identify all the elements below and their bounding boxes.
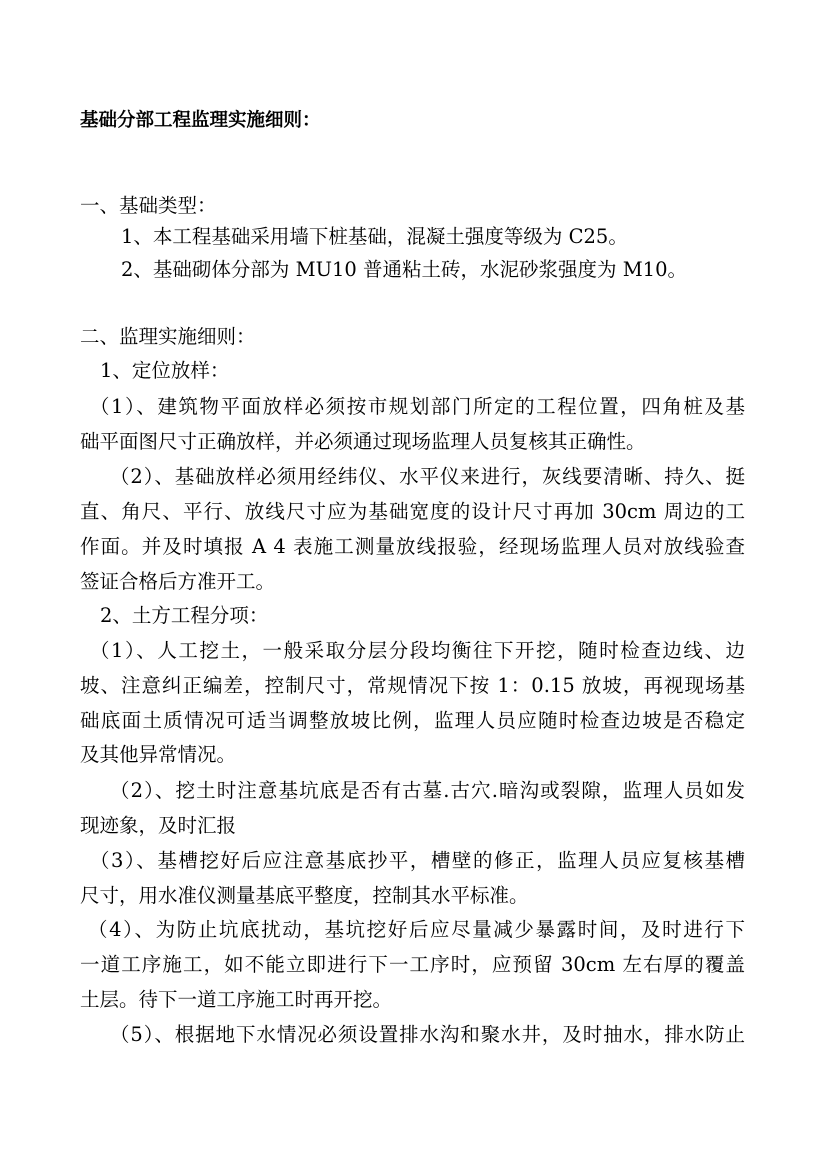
section-1-item-1: 1、本工程基础采用墙下桩基础，混凝土强度等级为 C25。 <box>121 225 628 248</box>
paragraph-line: 作面。并及时填报 A 4 表施工测量放线报验，经现场监理人员对放线验查 <box>80 535 745 558</box>
section-1-item-2: 2、基础砌体分部为 MU10 普通粘土砖，水泥砂浆强度为 M10。 <box>121 258 687 281</box>
paragraph-line: （3）、基槽挖好后应注意基底抄平，槽壁的修正，监理人员应复核基槽 <box>90 849 745 872</box>
paragraph-line: 签证合格后方准开工。 <box>80 570 276 593</box>
paragraph-line: （4）、为防止坑底扰动，基坑挖好后应尽量减少暴露时间，及时进行下 <box>88 918 745 941</box>
paragraph-line: 础底面土质情况可适当调整放坡比例，监理人员应随时检查边坡是否稳定 <box>80 709 745 732</box>
subsection-1-heading: 1、定位放样： <box>100 359 230 382</box>
document-title: 基础分部工程监理实施细则： <box>80 110 321 131</box>
paragraph-line: （1）、人工挖土，一般采取分层分段均衡往下开挖，随时检查边线、边 <box>90 639 745 662</box>
paragraph-line: （1）、建筑物平面放样必须按市规划部门所定的工程位置，四角桩及基 <box>90 395 745 418</box>
paragraph-line: 一道工序施工，如不能立即进行下一工序时，应预留 30cm 左右厚的覆盖 <box>80 953 745 976</box>
paragraph-line: 直、角尺、平行、放线尺寸应为基础宽度的设计尺寸再加 30cm 周边的工 <box>80 500 745 523</box>
paragraph-line: 坡、注意纠正编差，控制尺寸，常规情况下按 1：0.15 放坡，再视现场基 <box>80 674 745 697</box>
section-2-heading: 二、监理实施细则： <box>80 325 256 348</box>
paragraph-line: 础平面图尺寸正确放样，并必须通过现场监理人员复核其正确性。 <box>80 430 646 453</box>
paragraph-line: （2）、挖土时注意基坑底是否有古墓.古穴.暗沟或裂隙，监理人员如发 <box>110 779 745 802</box>
subsection-2-heading: 2、土方工程分项： <box>100 604 269 627</box>
paragraph-line: （5）、根据地下水情况必须设置排水沟和聚水井，及时抽水，排水防止 <box>110 1023 745 1046</box>
paragraph-line: 现迹象，及时汇报 <box>80 814 237 837</box>
paragraph-line: 及其他异常情况。 <box>80 743 237 766</box>
paragraph-line: （2）、基础放样必须用经纬仪、水平仪来进行，灰线要清晰、持久、挺 <box>110 465 745 488</box>
section-1-heading: 一、基础类型： <box>80 194 217 217</box>
paragraph-line: 土层。待下一道工序施工时再开挖。 <box>80 988 393 1011</box>
paragraph-line: 尺寸，用水准仪测量基底平整度，控制其水平标准。 <box>80 884 529 907</box>
